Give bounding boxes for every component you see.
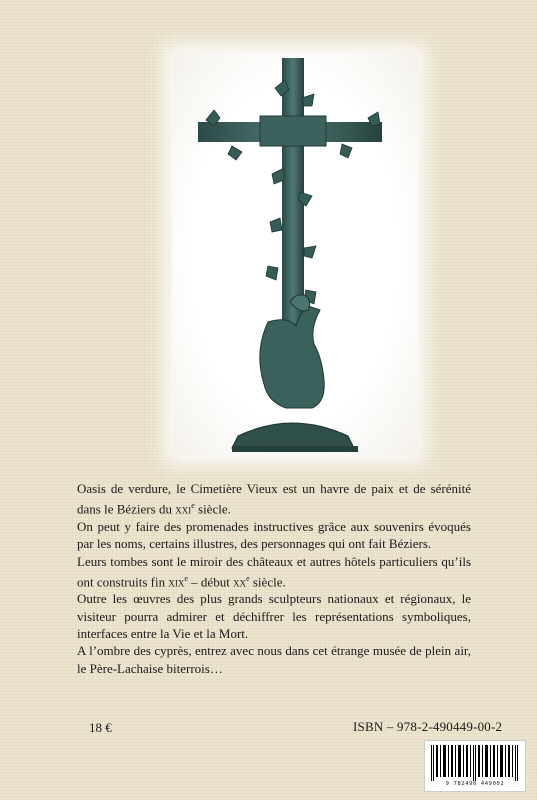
price-label: 18 € <box>89 720 112 735</box>
blurb-paragraph-3: Leurs tombes sont le miroir des châteaux et autres hôtels particuliers qu’ils ont construits fin xix$^e$ – début $xx^e$ siècle. <box>77 553 471 590</box>
barcode-bars <box>429 745 521 781</box>
century-smallcaps: xxi <box>175 501 192 517</box>
blurb-paragraph-1: Oasis de verdure, le Cimetière Vieux est un havre de paix et de sérénité dans le Béziers du xxi$^e$ siècle. <box>77 481 471 517</box>
cover-photo <box>172 52 418 456</box>
barcode <box>424 740 526 792</box>
blurb-paragraph-2: On peut y faire des promenades instructives grâce aux souvenirs évoqués par les noms, certains illustres, des personnages qui ont fait Béziers. <box>77 518 471 552</box>
blurb-paragraph-5: A l’ombre des cyprès, entrez avec nous dans cet étrange musée de plein air, le Père-Lachaise biterrois… <box>77 643 471 676</box>
back-cover-blurb <box>77 480 471 677</box>
blurb-paragraph-4: Outre les œuvres des plus grands sculpteurs nationaux et régionaux, le visiteur pourra admirer et déchiffrer les représentations symboliques, interfaces entre la Vie et la Mort. <box>77 591 471 642</box>
isbn-label: ISBN – 978-2-490449-00-2 <box>353 719 503 734</box>
cross-monument-illustration <box>172 52 418 456</box>
barcode-digits: 9 782490 449002 <box>445 781 505 787</box>
